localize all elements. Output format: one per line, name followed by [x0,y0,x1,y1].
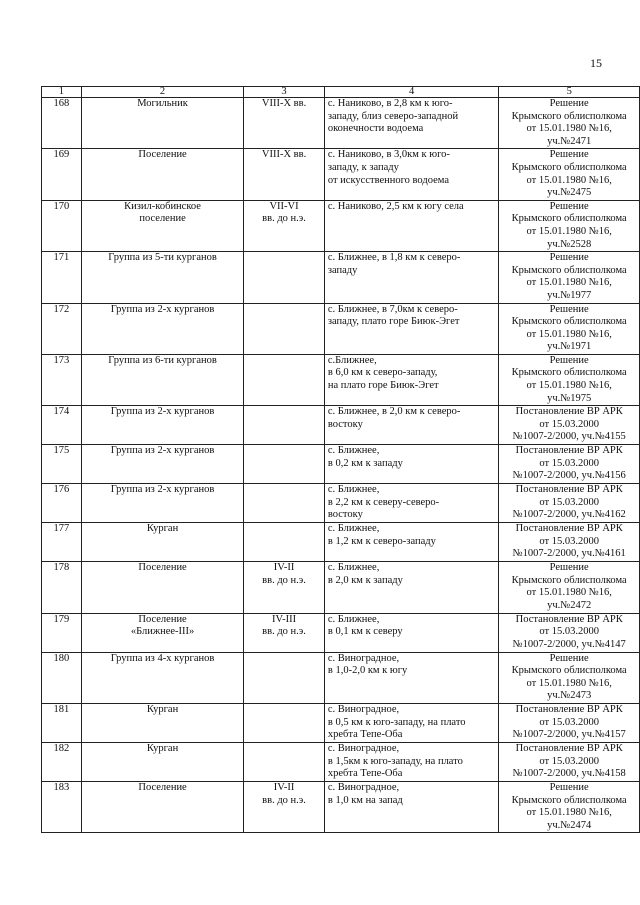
location-description [324,704,499,743]
legal-document [499,149,640,200]
row-number: 168 [42,98,82,149]
legal-document [499,523,640,562]
cell-line: Группа из 4-х курганов [110,652,215,664]
location-description [324,252,499,303]
cell-line: уч.№1971 [547,341,592,353]
cell-line: Группа из 5-ти курганов [108,252,217,264]
monument-name [81,303,243,354]
cell-line: уч.№1977 [547,289,592,301]
column-header: 3 [244,87,325,98]
location-description [324,149,499,200]
cell-line: с. Наниково, в 3,0км к юго- [327,149,450,161]
cell-line: в 0,5 км к юго-западу, на плато [327,716,466,728]
cell-line: в 2,2 км к северу-северо- [327,496,440,508]
cell-line: в 1,0 км на запад [327,794,403,806]
cell-line: востоку [327,418,363,430]
cell-line: Решение [549,562,589,574]
cell-line: IV-III [272,613,297,625]
legal-document [499,445,640,484]
monument-name [81,743,243,782]
legal-document [499,484,640,523]
table-row [42,704,640,743]
cell-line: Постановление ВР АРК [515,704,623,715]
cell-line: с. Ближнее, [327,484,380,496]
cell-line: с. Ближнее, в 2,0 км к северо- [327,406,461,418]
cell-line: с. Виноградное, [327,782,400,793]
legal-document [499,303,640,354]
header-row [42,87,640,98]
location-description [324,562,499,613]
location-description [324,354,499,405]
location-description [324,303,499,354]
table-row [42,406,640,445]
cell-line: с. Ближнее, в 1,8 км к северо- [327,252,461,264]
table-row [42,782,640,833]
column-header: 5 [499,87,640,98]
legal-document [499,354,640,405]
monument-name [81,200,243,251]
row-number: 175 [42,445,82,484]
cell-line: Поселение [138,613,187,625]
location-description [324,484,499,523]
cell-line: западу, к западу [327,161,399,173]
cell-line: Поселение [138,149,187,161]
row-number: 174 [42,406,82,445]
row-number: 173 [42,354,82,405]
table-row [42,743,640,782]
cell-line: IV-II [273,562,295,574]
cell-line: Решение [549,652,589,664]
location-description [324,445,499,484]
cell-line: Крымского облисполкома [511,574,627,586]
cell-line: оконечности водоема [327,123,424,135]
cell-line: Поселение [138,782,187,793]
cell-line: с. Виноградное, [327,652,400,664]
cell-line: №1007-2/2000, уч.№4158 [512,768,626,780]
dating-period [244,613,325,652]
cell-line: Могильник [137,98,188,109]
dating-period [244,704,325,743]
cell-line: с. Ближнее, [327,562,380,574]
cell-line: уч.№2475 [547,187,592,199]
cell-line: от 15.01.1980 №16, [526,807,612,819]
table-body [42,98,640,833]
dating-period [244,98,325,149]
cell-line: уч.№2472 [547,600,592,612]
dating-period [244,484,325,523]
cell-line: от 15.03.2000 [539,716,599,728]
cell-line: Решение [549,98,589,109]
cell-line: Группа из 2-х курганов [110,484,215,496]
cell-line: Крымского облисполкома [511,665,627,677]
monument-name [81,704,243,743]
cell-line: с. Ближнее, [327,613,380,625]
cell-line: от искусственного водоема [327,174,449,186]
cell-line: с. Ближнее, [327,445,380,457]
page-number: 15 [590,56,602,70]
dating-period [244,523,325,562]
monument-name [81,484,243,523]
table-row [42,98,640,149]
row-number: 170 [42,200,82,251]
cell-line: в 6,0 км к северо-западу, [327,367,438,379]
location-description [324,743,499,782]
cell-line: уч.№1975 [547,392,592,404]
cell-line: №1007-2/2000, уч.№4155 [512,431,626,443]
cell-line: от 15.01.1980 №16, [526,677,612,689]
legal-document [499,406,640,445]
cell-line: Группа из 2-х курганов [110,445,215,457]
location-description [324,613,499,652]
cell-line: Решение [549,149,589,161]
cell-line: в 0,1 км к северу [327,626,403,638]
legal-document [499,562,640,613]
cell-line: с.Ближнее, [327,354,377,366]
cell-line: с. Ближнее, [327,523,380,535]
row-number: 181 [42,704,82,743]
cell-line: Постановление ВР АРК [515,613,623,625]
cell-line: Группа из 6-ти курганов [108,354,217,366]
cell-line: Решение [549,252,589,264]
row-number: 182 [42,743,82,782]
legal-document [499,704,640,743]
location-description [324,523,499,562]
heritage-registry-table [41,86,640,833]
cell-line: от 15.03.2000 [539,418,599,430]
row-number: 172 [42,303,82,354]
cell-line: в 1,0-2,0 км к югу [327,665,408,677]
cell-line: в 1,2 км к северо-западу [327,535,436,547]
cell-line: от 15.03.2000 [539,535,599,547]
column-header: 1 [42,87,82,98]
cell-line: от 15.03.2000 [539,626,599,638]
location-description [324,406,499,445]
cell-line: вв. до н.э. [262,213,306,225]
cell-line: в 2,0 км к западу [327,574,403,586]
cell-line: уч.№2471 [547,135,592,147]
cell-line: VII-VI [269,200,299,212]
monument-name [81,406,243,445]
column-header: 2 [81,87,243,98]
cell-line: Курган [146,704,179,715]
cell-line: Крымского облисполкома [511,213,627,225]
dating-period [244,252,325,303]
dating-period [244,406,325,445]
location-description [324,98,499,149]
table-row [42,200,640,251]
table-row [42,252,640,303]
dating-period [244,562,325,613]
cell-line: уч.№2528 [547,238,592,250]
cell-line: с. Виноградное, [327,704,400,715]
cell-line: Группа из 2-х курганов [110,303,215,315]
row-number: 169 [42,149,82,200]
cell-line: поселение [139,213,186,225]
cell-line: Курган [146,743,179,754]
cell-line: западу [327,264,358,276]
cell-line: №1007-2/2000, уч.№4147 [512,638,626,650]
cell-line: в 1,5км к юго-западу, на плато [327,755,463,767]
cell-line: Решение [549,354,589,366]
cell-line: от 15.01.1980 №16, [526,277,612,289]
cell-line: VIII-X вв. [261,98,307,109]
cell-line: с. Наниково, в 2,8 км к юго- [327,98,453,109]
cell-line: Постановление ВР АРК [515,406,623,418]
row-number: 177 [42,523,82,562]
cell-line: уч.№2473 [547,690,592,702]
dating-period [244,200,325,251]
table-row [42,613,640,652]
legal-document [499,652,640,703]
cell-line: западу, близ северо-западной [327,110,459,122]
table-row [42,562,640,613]
cell-line: IV-II [273,782,295,793]
location-description [324,200,499,251]
cell-line: востоку [327,509,363,521]
dating-period [244,445,325,484]
cell-line: №1007-2/2000, уч.№4161 [512,548,626,560]
cell-line: Постановление ВР АРК [515,523,623,535]
cell-line: вв. до н.э. [262,574,306,586]
cell-line: вв. до н.э. [262,626,306,638]
cell-line: Поселение [138,562,187,574]
table-row [42,354,640,405]
cell-line: от 15.01.1980 №16, [526,328,612,340]
monument-name [81,613,243,652]
cell-line: Курган [146,523,179,535]
cell-line: Постановление ВР АРК [515,484,623,496]
row-number: 171 [42,252,82,303]
legal-document [499,743,640,782]
cell-line: на плато горе Биюк-Эгет [327,380,439,392]
location-description [324,652,499,703]
table-row [42,523,640,562]
column-header: 4 [324,87,499,98]
cell-line: от 15.01.1980 №16, [526,174,612,186]
cell-line: от 15.03.2000 [539,496,599,508]
legal-document [499,98,640,149]
cell-line: в 0,2 км к западу [327,457,403,469]
dating-period [244,782,325,833]
dating-period [244,354,325,405]
cell-line: с. Ближнее, в 7,0км к северо- [327,303,458,315]
dating-period [244,652,325,703]
row-number: 178 [42,562,82,613]
legal-document [499,782,640,833]
cell-line: VIII-X вв. [261,149,307,161]
row-number: 179 [42,613,82,652]
table-row [42,149,640,200]
cell-line: Крымского облисполкома [511,161,627,173]
monument-name [81,652,243,703]
cell-line: №1007-2/2000, уч.№4157 [512,729,626,741]
cell-line: от 15.01.1980 №16, [526,225,612,237]
cell-line: «Ближнее-III» [130,626,195,638]
row-number: 176 [42,484,82,523]
table-row [42,652,640,703]
cell-line: от 15.01.1980 №16, [526,123,612,135]
monument-name [81,354,243,405]
cell-line: Решение [549,303,589,315]
cell-line: Постановление ВР АРК [515,445,623,457]
cell-line: №1007-2/2000, уч.№4162 [512,509,626,521]
cell-line: №1007-2/2000, уч.№4156 [512,470,626,482]
cell-line: вв. до н.э. [262,794,306,806]
monument-name [81,149,243,200]
location-description [324,782,499,833]
cell-line: уч.№2474 [547,819,592,831]
cell-line: Решение [549,200,589,212]
cell-line: западу, плато горе Биюк-Эгет [327,316,460,328]
dating-period [244,149,325,200]
monument-name [81,782,243,833]
table-row [42,303,640,354]
cell-line: от 15.01.1980 №16, [526,380,612,392]
table-row [42,445,640,484]
dating-period [244,743,325,782]
cell-line: с. Виноградное, [327,743,400,754]
cell-line: хребта Тепе-Оба [327,729,403,741]
cell-line: Крымского облисполкома [511,316,627,328]
monument-name [81,445,243,484]
cell-line: от 15.03.2000 [539,457,599,469]
legal-document [499,200,640,251]
cell-line: хребта Тепе-Оба [327,768,403,780]
monument-name [81,523,243,562]
monument-name [81,562,243,613]
cell-line: Крымского облисполкома [511,794,627,806]
legal-document [499,252,640,303]
cell-line: Постановление ВР АРК [515,743,623,754]
row-number: 183 [42,782,82,833]
cell-line: с. Наниково, 2,5 км к югу села [327,200,464,212]
cell-line: Крымского облисполкома [511,110,627,122]
table-row [42,484,640,523]
cell-line: Крымского облисполкома [511,367,627,379]
dating-period [244,303,325,354]
cell-line: Группа из 2-х курганов [110,406,215,418]
legal-document [499,613,640,652]
row-number: 180 [42,652,82,703]
cell-line: от 15.03.2000 [539,755,599,767]
cell-line: Кизил-кобинское [124,200,201,212]
cell-line: от 15.01.1980 №16, [526,587,612,599]
cell-line: Крымского облисполкома [511,264,627,276]
monument-name [81,98,243,149]
cell-line: Решение [549,782,589,793]
monument-name [81,252,243,303]
